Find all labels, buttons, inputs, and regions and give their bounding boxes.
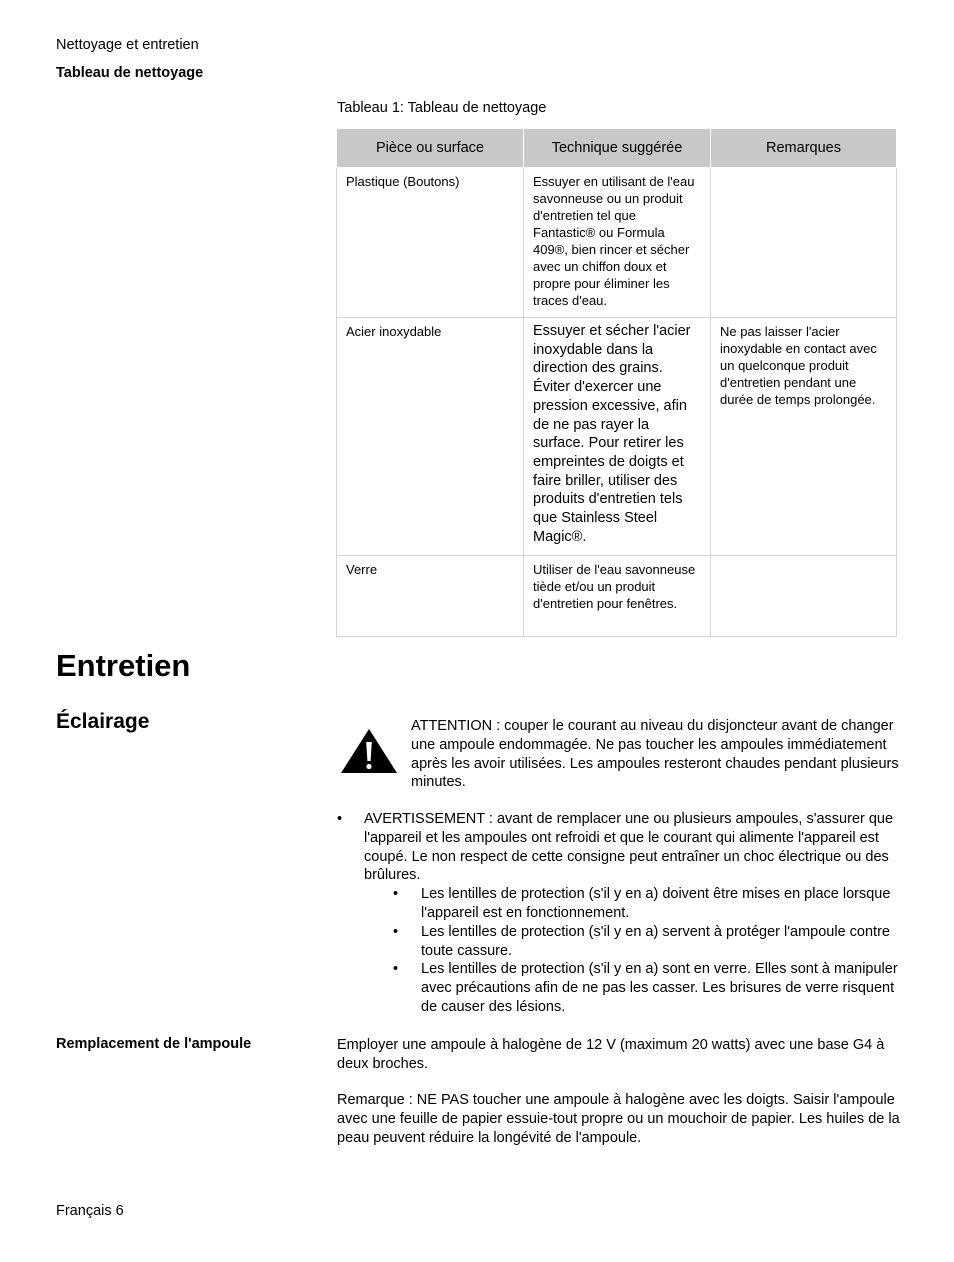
cell-part: Verre — [337, 556, 524, 637]
cell-technique: Essuyer en utilisant de l'eau savonneuse ou un produit d'entretien tel que Fantastic® ou Formula 409®, bien rincer et sécher avec un chiffon doux et propre pour éliminer les traces d'eau. — [524, 168, 711, 318]
table-header-row — [337, 129, 897, 168]
list-item-text: Les lentilles de protection (s'il y en a) sont en verre. Elles sont à manipuler avec précautions afin de ne pas les casser. Les brisures de verre risquent de causer des lésions. — [421, 961, 898, 1015]
cell-remarks — [711, 168, 897, 318]
bullet-glyph: • — [393, 886, 399, 903]
warning-triangle-icon — [340, 728, 398, 774]
lighting-heading: Éclairage — [56, 710, 150, 733]
table-row — [337, 168, 897, 318]
page-footer: Français 6 — [56, 1203, 124, 1219]
column-header-technique: Technique suggérée — [524, 129, 711, 168]
maintenance-heading: Entretien — [56, 648, 191, 683]
cell-part: Acier inoxydable — [337, 318, 524, 556]
cell-remarks: Ne pas laisser l'acier inoxydable en contact avec un quelconque produit d'entretien pendant une durée de temps prolongée. — [711, 318, 897, 556]
caution-text: ATTENTION : couper le courant au niveau du disjoncteur avant de changer une ampoule endommagée. Ne pas toucher les ampoules immédiatement après les avoir utilisées. Les ampoules resteront chaudes pendant plusieurs minutes. — [411, 718, 899, 791]
bullet-glyph: • — [393, 961, 399, 978]
bullet-glyph: • — [337, 811, 343, 827]
cell-remarks — [711, 556, 897, 637]
list-item-text: Les lentilles de protection (s'il y en a) doivent être mises en place lorsque l'appareil est en fonctionnement. — [421, 886, 891, 921]
list-item — [337, 960, 902, 1016]
list-item-text: Les lentilles de protection (s'il y en a) servent à protéger l'ampoule contre toute cassure. — [421, 923, 890, 959]
bulb-replacement-label: Remplacement de l'ampoule — [56, 1036, 252, 1052]
column-header-remarks: Remarques — [711, 129, 897, 168]
bulb-spec-paragraph: Employer une ampoule à halogène de 12 V (maximum 20 watts) avec une base G4 à deux broches. — [337, 1037, 885, 1072]
cleaning-table — [336, 128, 897, 637]
running-header: Nettoyage et entretien — [56, 37, 199, 53]
list-item-text: AVERTISSEMENT : avant de remplacer une ou plusieurs ampoules, s'assurer que l'appareil et les ampoules ont refroidi et que le courant qui alimente l'appareil est coupé. Le non respect de cette consigne peut entraîner un choc électrique ou des brûlures. — [364, 811, 894, 884]
list-item — [337, 810, 902, 885]
cell-technique: Utiliser de l'eau savonneuse tiède et/ou un produit d'entretien pour fenêtres. — [524, 556, 711, 637]
bullet-glyph: • — [393, 923, 399, 940]
column-header-part: Pièce ou surface — [337, 129, 524, 168]
cell-technique: Essuyer et sécher l'acier inoxydable dans la direction des grains. Éviter d'exercer une pression excessive, afin de ne pas rayer la surface. Pour retirer les empreintes de doigts et faire briller, utiliser des produits d'entretien tels que Stainless Steel Magic®. — [524, 318, 711, 556]
table-caption: Tableau 1: Tableau de nettoyage — [337, 100, 547, 116]
table-row — [337, 318, 897, 556]
warning-list — [337, 810, 902, 1017]
bulb-note-paragraph: Remarque : NE PAS toucher une ampoule à halogène avec les doigts. Saisir l'ampoule avec une feuille de papier essuie-tout propre ou un mouchoir de papier. Les huiles de la peau peuvent réduire la longévité de l'ampoule. — [337, 1092, 900, 1146]
list-item — [337, 885, 902, 923]
table-row — [337, 556, 897, 637]
section-label: Tableau de nettoyage — [56, 65, 204, 81]
cell-part: Plastique (Boutons) — [337, 168, 524, 318]
list-item — [337, 923, 902, 961]
